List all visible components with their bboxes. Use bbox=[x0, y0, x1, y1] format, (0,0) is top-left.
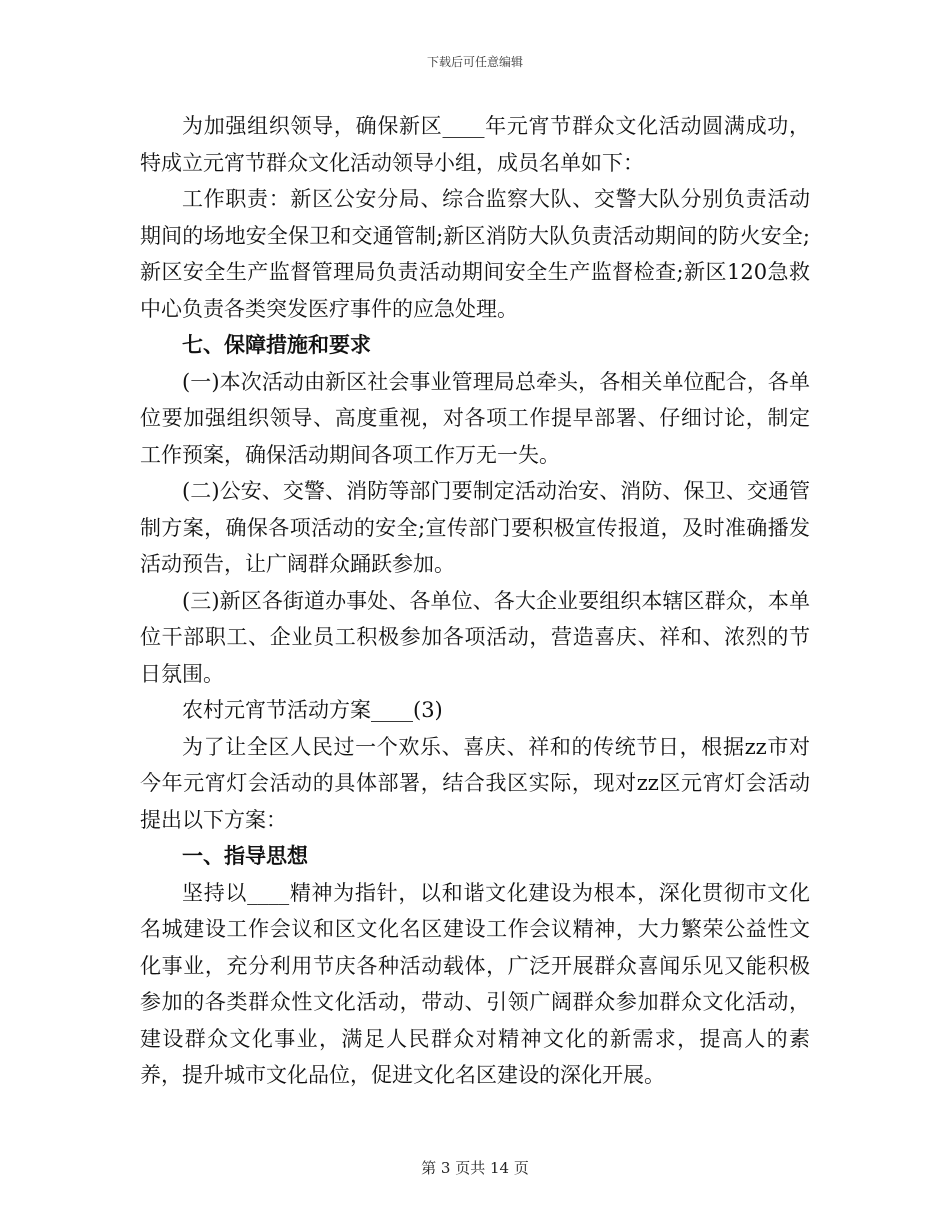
paragraph: (二)公安、交警、消防等部门要制定活动治安、消防、保卫、交通管制方案，确保各项活动的安全;宣传部门要积极宣传报道，及时准确播发活动预告，让广阔群众踊跃参加。 bbox=[140, 479, 810, 576]
paragraph: (三)新区各街道办事处、各单位、各大企业要组织本辖区群众，本单位干部职工、企业员工积极参加各项活动，营造喜庆、祥和、浓烈的节日氛围。 bbox=[140, 588, 810, 686]
paragraph: 为了让全区人民过一个欢乐、喜庆、祥和的传统节日，根据zz市对今年元宵灯会活动的具体部署，结合我区实际，现对zz区元宵灯会活动提出以下方案： bbox=[140, 734, 810, 832]
subtitle-line: 农村元宵节活动方案____(3) bbox=[182, 698, 443, 722]
section-heading: 一、指导思想 bbox=[182, 843, 308, 868]
document-body bbox=[140, 108, 810, 1094]
paragraph: 为加强组织领导，确保新区____年元宵节群众文化活动圆满成功，特成立元宵节群众文化活动领导小组，成员名单如下： bbox=[140, 114, 810, 175]
paragraph: 坚持以____精神为指针，以和谐文化建设为根本，深化贯彻市文化名城建设工作会议和区文化名区建设工作会议精神，大力繁荣公益性文化事业，充分利用节庆各种活动载体，广泛开展群众喜闻乐见又能积极参加的各类群众性文化活动，带动、引领广阔群众参加群众文化活动，建设群众文化事业，满足人民群众对精神文化的新需求，提高人的素养，提升城市文化品位，促进文化名区建设的深化开展。 bbox=[140, 880, 810, 1087]
page-header: 下载后可任意编辑 bbox=[426, 55, 523, 69]
page-footer: 第 3 页共 14 页 bbox=[421, 1159, 529, 1177]
section-heading: 七、保障措施和要求 bbox=[182, 332, 371, 357]
paragraph: 工作职责：新区公安分局、综合监察大队、交警大队分别负责活动期间的场地安全保卫和交通管制;新区消防大队负责活动期间的防火安全;新区安全生产监督管理局负责活动期间安全生产监督检查;新区120急救中心负责各类突发医疗事件的应急处理。 bbox=[140, 187, 810, 321]
paragraph: (一)本次活动由新区社会事业管理局总牵头，各相关单位配合，各单位要加强组织领导、高度重视，对各项工作提早部署、仔细讨论，制定工作预案，确保活动期间各项工作万无一失。 bbox=[140, 369, 810, 467]
